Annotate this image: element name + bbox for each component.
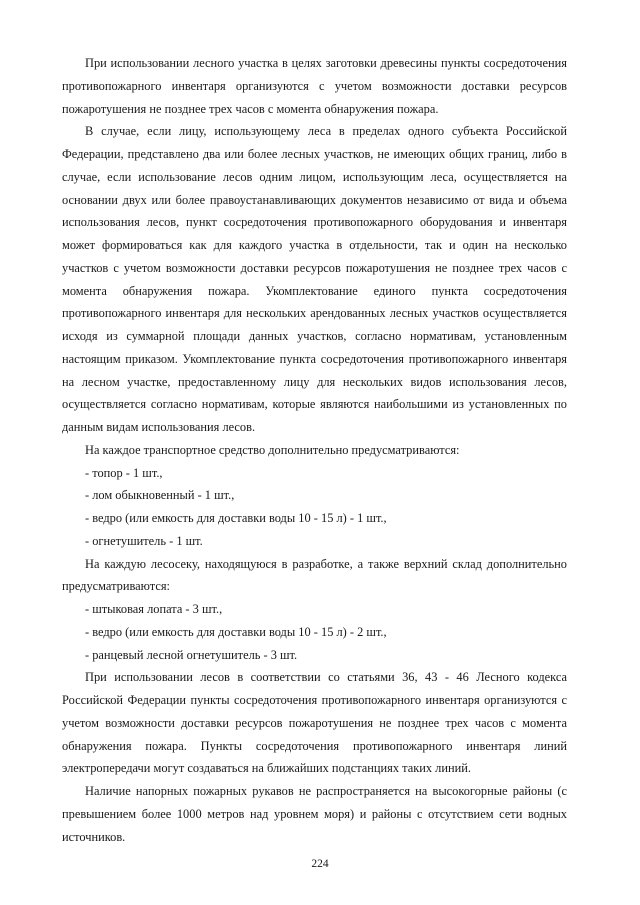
paragraph: На каждое транспортное средство дополнительно предусматриваются: xyxy=(85,442,460,457)
document-body xyxy=(62,52,567,848)
paragraph: При использовании лесного участка в целях заготовки древесины пункты сосредоточения противопожарного инвентаря организуются с учетом возможности доставки ресурсов пожаротушения не позднее трех часов с момента обнаружения пожара. xyxy=(62,56,567,116)
list-item: - топор - 1 шт., xyxy=(85,465,163,480)
list-item: - штыковая лопата - 3 шт., xyxy=(85,602,223,616)
paragraph: Наличие напорных пожарных рукавов не распространяется на высокогорные районы (с превышением более 1000 метров над уровнем моря) и районы с отсутствием сети водных источников. xyxy=(62,784,567,844)
list-item: - ранцевый лесной огнетушитель - 3 шт. xyxy=(85,647,298,662)
list-item: - огнетушитель - 1 шт. xyxy=(85,533,203,548)
page-number: 224 xyxy=(311,858,329,870)
list-item: - лом обыкновенный - 1 шт., xyxy=(85,488,235,503)
list-item: - ведро (или емкость для доставки воды 10 - 15 л) - 2 шт., xyxy=(85,624,387,639)
paragraph: При использовании лесов в соответствии со статьями 36, 43 - 46 Лесного кодекса Российской Федерации пункты сосредоточения противопожарного инвентаря организуются с учетом возможности доставки ресурсов пожаротушения не позднее трех часов с момента обнаружения пожара. Пункты сосредоточения противопожарного инвентаря линий электропередачи могут создаваться на ближайших подстанциях таких линий. xyxy=(62,670,567,776)
paragraph: В случае, если лицу, использующему леса в пределах одного субъекта Российской Федерации, представлено два или более лесных участков, не имеющих общих границ, либо в случае, если использование лесов одним лицом, использующим леса, осуществляется на основании двух или более правоустанавливающих документов независимо от вида и объема использования лесов, пункт сосредоточения противопожарного оборудования и инвентаря может формироваться как для каждого участка в отдельности, так и один на несколько участков с учетом возможности доставки ресурсов пожаротушения не позднее трех часов с момента обнаружения пожара. Укомплектование единого пункта сосредоточения противопожарного инвентаря для нескольких арендованных лесных участков осуществляется исходя из суммарной площади данных участков, согласно нормативам, установленным настоящим приказом. Укомплектование пункта сосредоточения противопожарного инвентаря на лесном участке, предоставленному лицу для нескольких видов использования лесов, осуществляется согласно нормативам, которые являются наибольшими из установленных по данным видам использования лесов. xyxy=(62,124,567,434)
list-item: - ведро (или емкость для доставки воды 10 - 15 л) - 1 шт., xyxy=(85,511,387,525)
paragraph: На каждую лесосеку, находящуюся в разработке, а также верхний склад дополнительно предусматриваются: xyxy=(62,556,567,594)
